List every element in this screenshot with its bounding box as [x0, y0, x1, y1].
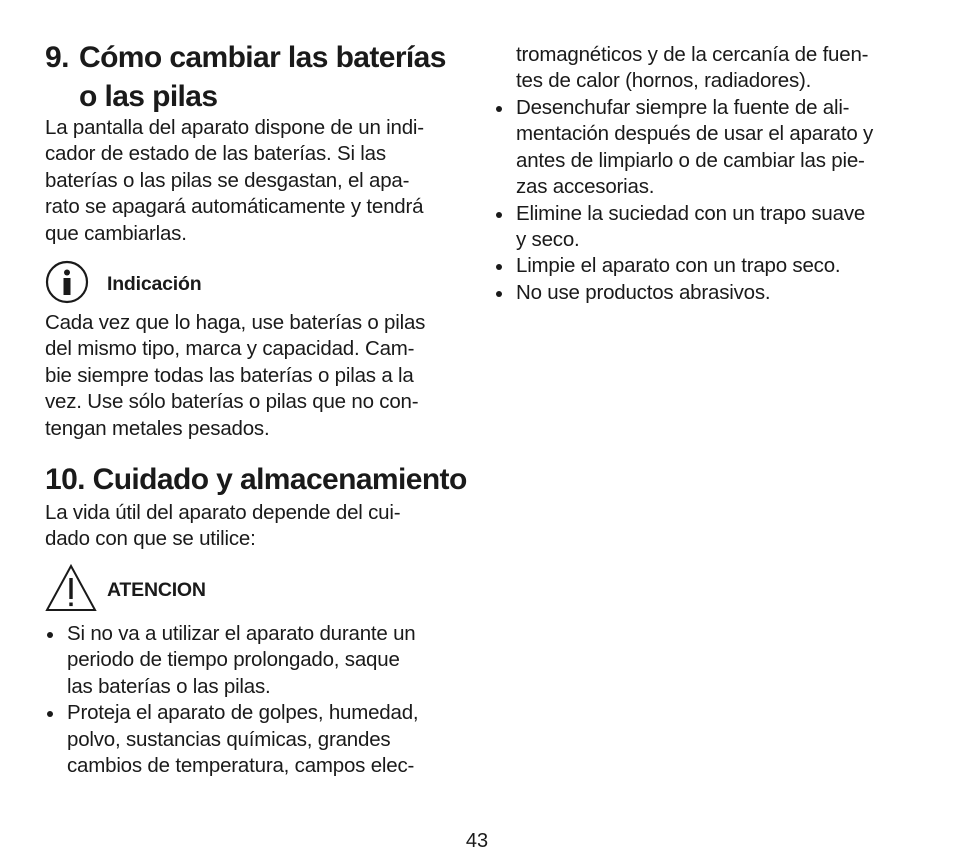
note-title: Indicación	[107, 272, 202, 295]
body-line: tengan metales pesados.	[45, 416, 270, 440]
list-item	[494, 253, 914, 279]
list-item-line: Desenchufar siempre la fuente de ali-	[516, 96, 850, 119]
right-bullet-list	[494, 95, 914, 306]
section-9-number: 9.	[45, 41, 69, 74]
section-10-intro	[45, 500, 455, 553]
left-bullet-list	[45, 621, 455, 779]
body-line: La pantalla del aparato dispone de un indi-	[45, 116, 424, 139]
info-icon	[45, 260, 89, 309]
list-item-line: Elimine la suciedad con un trapo suave	[516, 201, 866, 225]
warning-atencion-header	[45, 564, 206, 616]
section-10-heading: 10. Cuidado y almacenamiento	[45, 463, 467, 496]
list-item-line: Limpie el aparato con un trapo seco.	[516, 254, 841, 278]
list-item	[45, 700, 455, 779]
body-line: Cada vez que lo haga, use baterías o pilas	[45, 311, 426, 334]
body-line: La vida útil del aparato depende del cui-	[45, 501, 401, 524]
list-item-line: polvo, sustancias químicas, grandes	[67, 727, 391, 751]
list-item-line: zas accesorias.	[516, 175, 655, 199]
list-item	[494, 280, 914, 306]
list-item-line: Proteja el aparato de golpes, humedad,	[67, 701, 419, 725]
page-number: 43	[465, 830, 489, 852]
section-9-title-line2: o las pilas	[79, 80, 218, 113]
list-item-line: No use productos abrasivos.	[516, 280, 771, 304]
list-item-line: tes de calor (hornos, radiadores).	[516, 69, 812, 93]
body-line: vez. Use sólo baterías o pilas que no con-	[45, 390, 419, 414]
list-item-line: cambios de temperatura, campos elec-	[67, 754, 415, 778]
section-9-body	[45, 115, 455, 247]
bullet-continuation	[516, 42, 926, 95]
note-indicacion-header	[45, 262, 201, 306]
warning-title: ATENCION	[107, 578, 206, 601]
list-item-line: y seco.	[516, 228, 580, 252]
list-item	[494, 201, 914, 254]
body-line: bie siempre todas las baterías o pilas a la	[45, 363, 414, 387]
list-item-line: periodo de tiempo prolongado, saque	[67, 648, 400, 672]
list-item	[45, 621, 455, 700]
warning-triangle-icon	[45, 563, 97, 618]
note-indicacion-body	[45, 310, 455, 442]
body-line: del mismo tipo, marca y capacidad. Cam-	[45, 337, 415, 361]
body-line: que cambiarlas.	[45, 221, 187, 245]
body-line: rato se apagará automáticamente y tendrá	[45, 195, 424, 219]
list-item-line: tromagnéticos y de la cercanía de fuen-	[516, 43, 869, 66]
body-line: cador de estado de las baterías. Si las	[45, 142, 386, 166]
section-9-title-line1: Cómo cambiar las baterías	[79, 41, 446, 74]
list-item-line: antes de limpiarlo o de cambiar las pie-	[516, 148, 865, 172]
body-line: baterías o las pilas se desgastan, el apa-	[45, 168, 410, 192]
list-item-line: mentación después de usar el aparato y	[516, 122, 874, 146]
body-line: dado con que se utilice:	[45, 527, 256, 551]
section-9-heading	[45, 38, 465, 116]
list-item-line: Si no va a utilizar el aparato durante un	[67, 622, 416, 645]
list-item-line: las baterías o las pilas.	[67, 674, 271, 698]
list-item	[494, 95, 914, 201]
